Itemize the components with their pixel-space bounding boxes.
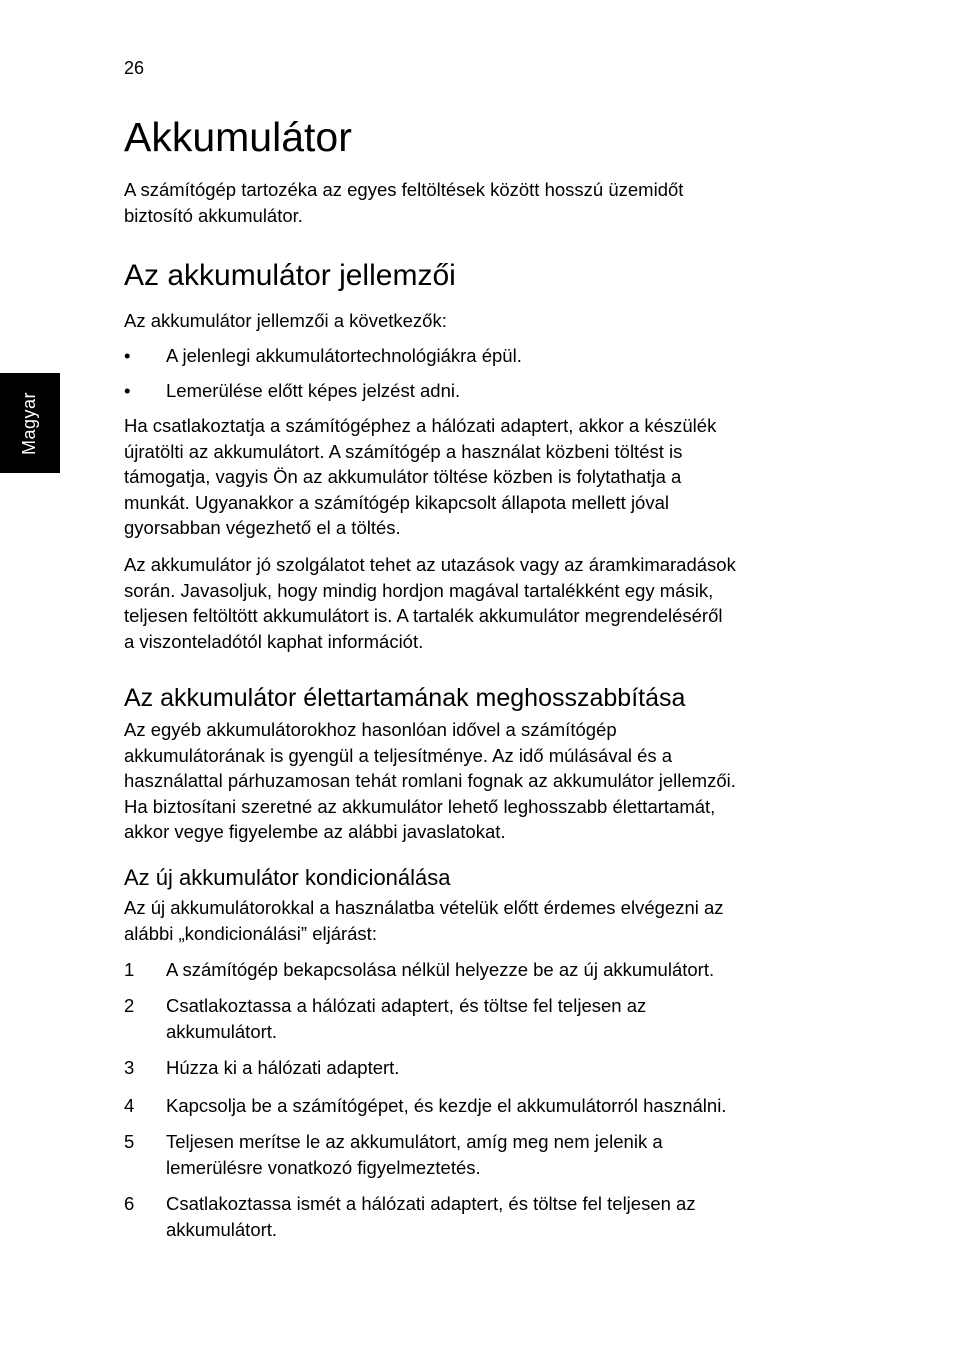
features-paragraph-2: Az akkumulátor jó szolgálatot tehet az utazások vagy az áramkimaradások során. Javasoljuk, hogy mindig hordjon magával tartalékként egy másik, teljesen feltöltött akkumulátort is. A tartalék akkumulátor megrendeléséről a viszonteladótól kaphat információt. [124,554,736,652]
step-number: 6 [124,1193,135,1214]
bullet-text: A jelenlegi akkumulátortechnológiákra épül. [166,345,522,366]
section-heading-lifespan: Az akkumulátor élettartamának meghosszabbítása [124,684,686,712]
step-text: A számítógép bekapcsolása nélkül helyezze be az új akkumulátort. [166,959,715,980]
bullet-text: Lemerülése előtt képes jelzést adni. [166,380,461,401]
step-number: 5 [124,1131,135,1152]
page-number: 26 [124,58,145,78]
step-text: Húzza ki a hálózati adaptert. [166,1057,400,1078]
step-number: 2 [124,995,135,1016]
features-lead: Az akkumulátor jellemzői a következők: [124,310,447,331]
intro-paragraph: A számítógép tartozéka az egyes feltöltések között hosszú üzemidőt biztosító akkumulátor. [124,179,684,226]
bullet-marker: • [124,345,131,366]
language-side-tab [0,373,60,473]
step-number: 1 [124,959,135,980]
page-title: Akkumulátor [124,114,352,160]
step-text: Teljesen merítse le az akkumulátort, amíg meg nem jelenik a lemerülésre vonatkozó figyelmeztetés. [166,1131,663,1178]
side-tab-label: Magyar [19,391,40,455]
step-text: Kapcsolja be a számítógépet, és kezdje el akkumulátorról használni. [166,1095,727,1116]
step-number: 3 [124,1057,135,1078]
section-heading-conditioning: Az új akkumulátor kondicionálása [124,865,451,890]
features-paragraph-1: Ha csatlakoztatja a számítógéphez a hálózati adaptert, akkor a készülék újratölti az akkumulátort. A számítógép a használat közbeni töltést is támogatja, vagyis Ön az akkumulátor töltése közben is folytathatja a munkát. Ugyanakkor a számítógép kikapcsolt állapota mellett jóval gyorsabban végezhető el a töltés. [124,415,717,539]
step-text: Csatlakoztassa ismét a hálózati adaptert, és töltse fel teljesen az akkumulátort. [166,1193,696,1240]
step-number: 4 [124,1095,135,1116]
conditioning-paragraph: Az új akkumulátorokkal a használatba vételük előtt érdemes elvégezni az alábbi „kondicionálási” eljárást: [124,897,724,944]
lifespan-paragraph: Az egyéb akkumulátorokhoz hasonlóan idővel a számítógép akkumulátorának is gyengül a teljesítménye. Az idő múlásával és a használattal párhuzamosan tehát romlani fognak az akkumulátor jellemzői. Ha biztosítani szeretné az akkumulátor lehető leghosszabb élettartamát, akkor vegye figyelembe az alábbi javaslatokat. [124,719,736,843]
bullet-marker: • [124,380,131,401]
section-heading-features: Az akkumulátor jellemzői [124,259,456,292]
step-text: Csatlakoztassa a hálózati adaptert, és töltse fel teljesen az akkumulátort. [166,995,647,1042]
